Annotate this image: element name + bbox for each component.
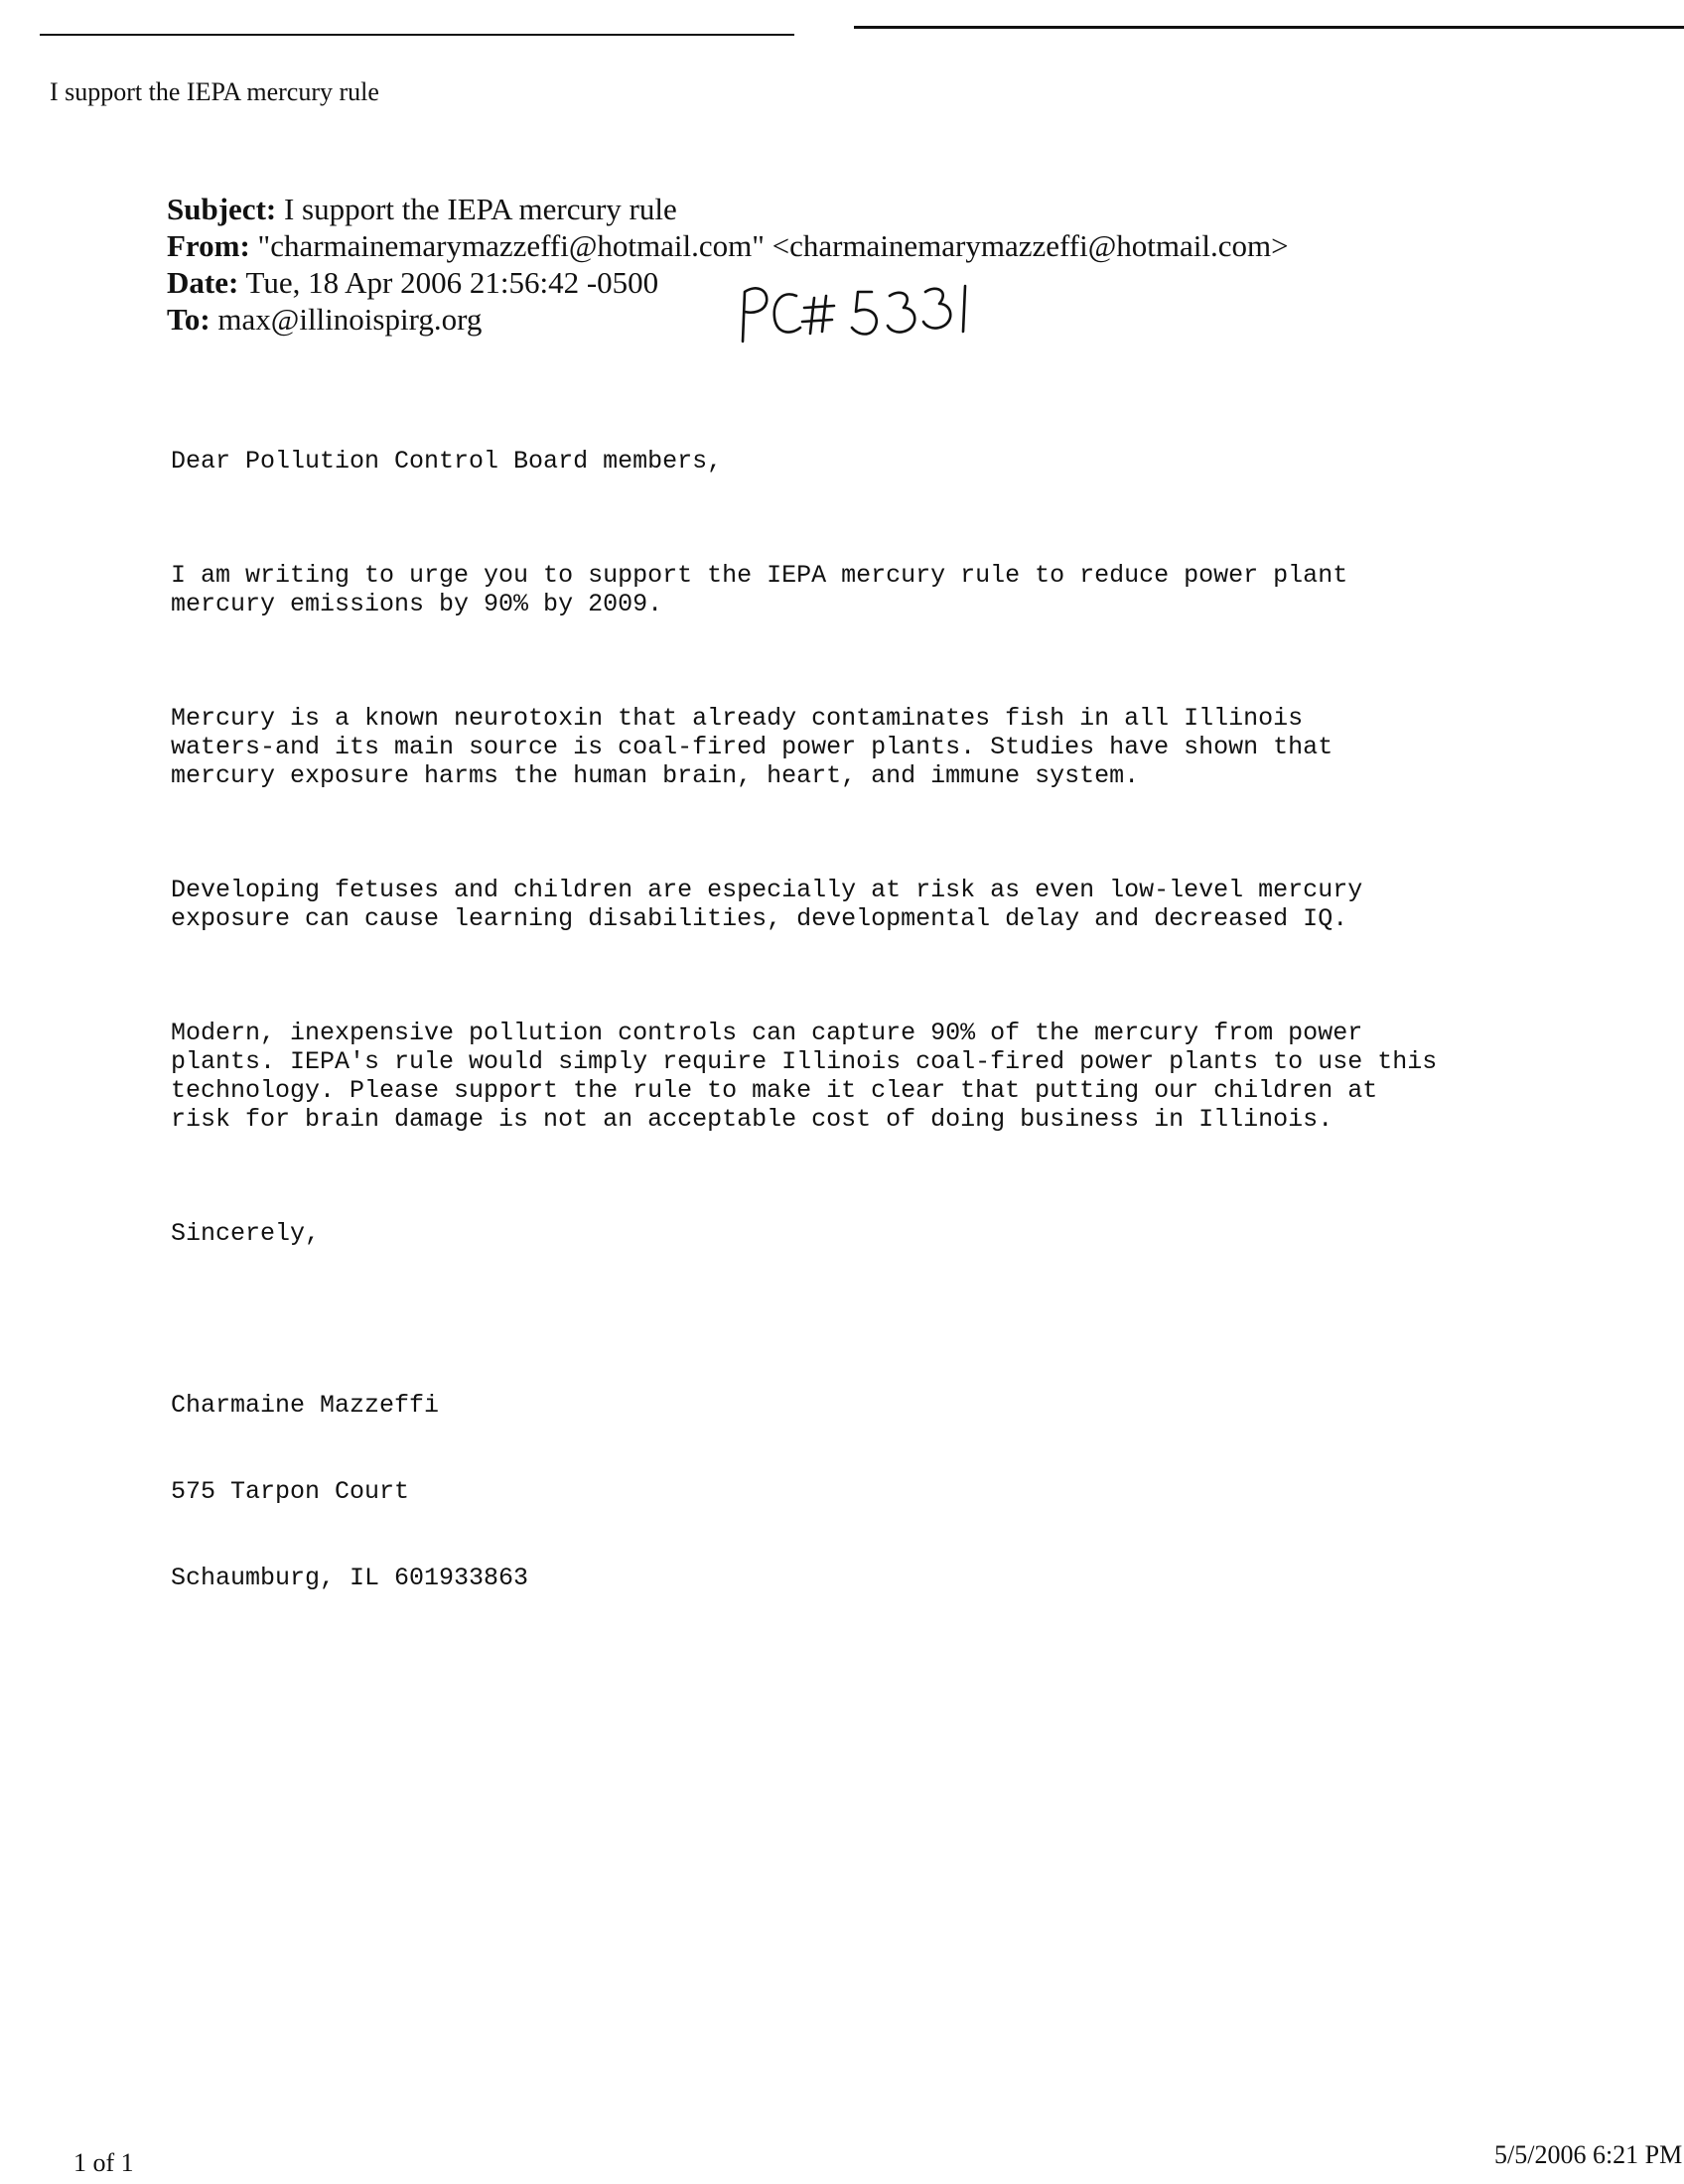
page-title: I support the IEPA mercury rule — [50, 77, 379, 106]
body-paragraph: Mercury is a known neurotoxin that already contaminates fish in all Illinois waters-and its main source is coal-fired power plants. Studies have shown that mercury exposure harms the human brain, heart, and immune system. — [171, 704, 1333, 790]
from-value: "charmainemarymazzeffi@hotmail.com" <charmainemarymazzeffi@hotmail.com> — [257, 228, 1289, 263]
to-value: max@illinoispirg.org — [217, 302, 483, 337]
to-row — [167, 301, 1289, 338]
printed-timestamp: 5/5/2006 6:21 PM — [1494, 2140, 1683, 2169]
email-body — [171, 389, 1581, 1679]
handwritten-pc-number — [735, 280, 973, 349]
body-paragraph: Developing fetuses and children are especially at risk as even low-level mercury exposure can cause learning disabilities, developmental delay and decreased IQ. — [171, 876, 1363, 933]
scan-rule-left — [40, 34, 794, 36]
signature-name: Charmaine Mazzeffi — [171, 1391, 440, 1420]
subject-row — [167, 191, 1289, 227]
scan-rule-right — [854, 26, 1684, 29]
closing: Sincerely, — [171, 1219, 321, 1248]
from-row — [167, 227, 1289, 264]
body-paragraph: Modern, inexpensive pollution controls can capture 90% of the mercury from power plants. IEPA's rule would simply require Illinois coal-fired power plants to use this technology. Please support the rule to make it clear that putting our children at risk for brain damage is not an acceptable cost of doing business in Illinois. — [171, 1019, 1438, 1134]
signature-city: Schaumburg, IL 601933863 — [171, 1564, 529, 1592]
email-headers — [167, 191, 1289, 338]
date-label: Date: — [167, 265, 239, 300]
from-label: From: — [167, 228, 250, 263]
subject-label: Subject: — [167, 192, 277, 226]
subject-value: I support the IEPA mercury rule — [283, 192, 677, 226]
to-label: To: — [167, 302, 210, 337]
body-paragraph: I am writing to urge you to support the IEPA mercury rule to reduce power plant mercury emissions by 90% by 2009. — [171, 561, 1348, 618]
date-row — [167, 264, 1289, 301]
page-count: 1 of 1 — [73, 2148, 134, 2177]
greeting: Dear Pollution Control Board members, — [171, 447, 723, 476]
signature-address: 575 Tarpon Court — [171, 1477, 410, 1506]
date-value: Tue, 18 Apr 2006 21:56:42 -0500 — [245, 265, 659, 300]
signature-block — [171, 1333, 1581, 1650]
